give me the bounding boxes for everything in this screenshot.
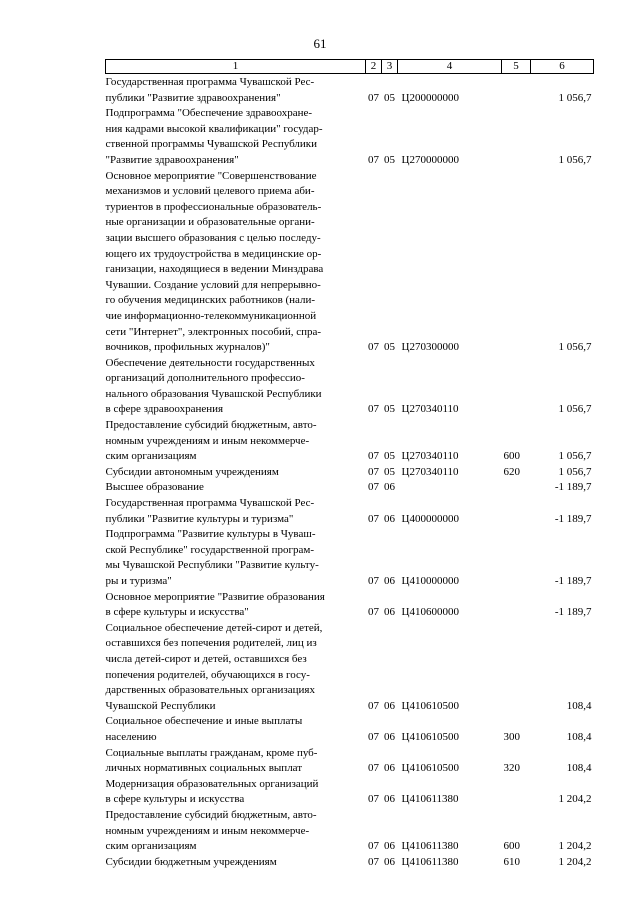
row-section: 07 <box>368 465 379 478</box>
row-expense-type <box>502 496 531 527</box>
row-section: 07 <box>368 762 379 775</box>
row-amount: 1 056,7 <box>558 465 592 478</box>
row-target-article: Ц270340110 <box>401 403 459 416</box>
row-expense-type: 620 <box>503 465 520 478</box>
row-expense-type <box>502 480 531 496</box>
row-name-line: чие информационно-телекоммуникационной <box>105 309 317 322</box>
row-target-article: Ц410611380 <box>401 840 459 853</box>
row-expense-type: 600 <box>503 840 520 853</box>
table-row <box>106 777 594 808</box>
row-amount: 1 204,2 <box>558 840 592 853</box>
row-expense-type <box>502 74 531 107</box>
row-name-line: населению <box>105 730 157 743</box>
row-name-line: Чувашии. Создание условий для непрерывно- <box>105 278 321 291</box>
row-target-article: Ц410600000 <box>401 606 459 619</box>
row-name-line: в сфере культуры и искусства" <box>105 606 249 619</box>
row-name-line: числа детей-сирот и детей, оставшихся без <box>105 652 307 665</box>
row-expense-type: 300 <box>503 730 520 743</box>
row-name-line: "Развитие здравоохранения" <box>105 153 239 166</box>
table-row <box>106 356 594 418</box>
row-name-line: ской Республике" государственной програм- <box>105 543 315 556</box>
table-row <box>106 74 594 107</box>
row-name-line: Подпрограмма "Обеспечение здравоохране- <box>105 107 313 120</box>
row-name-line: сети "Интернет", электронных пособий, спра- <box>105 325 322 338</box>
row-name-line: в сфере здравоохранения <box>105 403 224 416</box>
table-row <box>106 855 594 871</box>
row-name-line: в сфере культуры и искусства <box>105 793 245 806</box>
row-name <box>106 418 366 465</box>
table-header <box>106 60 594 74</box>
row-section: 07 <box>368 341 379 354</box>
row-amount: 1 056,7 <box>558 91 592 104</box>
header-col-3: 3 <box>382 60 398 74</box>
table-row <box>106 496 594 527</box>
row-amount: -1 189,7 <box>554 481 592 494</box>
row-name <box>106 777 366 808</box>
row-name <box>106 714 366 745</box>
row-name <box>106 590 366 621</box>
row-name <box>106 527 366 589</box>
row-name <box>106 621 366 715</box>
row-subsection: 05 <box>384 153 395 166</box>
row-target-article: Ц410611380 <box>401 855 459 868</box>
row-name-line: ственной программы Чувашской Республики <box>105 138 317 151</box>
row-amount: 1 056,7 <box>558 403 592 416</box>
header-col-2: 2 <box>366 60 382 74</box>
row-subsection: 05 <box>384 403 395 416</box>
row-name-line: Субсидии бюджетным учреждениям <box>105 855 277 868</box>
row-target-article: Ц400000000 <box>401 512 459 525</box>
row-amount: 1 056,7 <box>558 341 592 354</box>
row-name <box>106 106 366 168</box>
row-amount: -1 189,7 <box>554 575 592 587</box>
table-row <box>106 714 594 745</box>
header-col-5: 5 <box>502 60 531 74</box>
row-name-line: Субсидии автономным учреждениям <box>105 465 279 478</box>
row-name-line: Модернизация образовательных организаций <box>105 777 319 790</box>
row-name-line: Основное мероприятие "Развитие образования <box>105 590 325 603</box>
row-section: 07 <box>368 450 379 463</box>
row-subsection: 06 <box>384 512 395 525</box>
row-expense-type <box>502 106 531 168</box>
row-section: 07 <box>368 481 379 494</box>
row-name-line: мы Чувашской Республики "Развитие культу- <box>105 559 319 572</box>
row-section: 07 <box>368 840 379 853</box>
row-name-line: Предоставление субсидий бюджетным, авто- <box>105 419 317 432</box>
row-target-article: Ц270340110 <box>401 465 459 478</box>
row-section: 07 <box>368 855 379 868</box>
row-name-line: организаций дополнительного профессио- <box>105 372 305 385</box>
row-name-line: оставшихся без попечения родителей, лиц из <box>105 637 317 650</box>
row-name-line: ганизации, находящиеся в ведении Минздрава <box>105 263 324 276</box>
table-row <box>106 808 594 855</box>
row-name-line: ры и туризма" <box>105 575 172 587</box>
row-name-line: Высшее образование <box>105 481 204 494</box>
row-expense-type <box>502 527 531 589</box>
row-name <box>106 356 366 418</box>
page-number: 61 <box>313 36 327 51</box>
row-expense-type <box>502 169 531 356</box>
row-name-line: механизмов и условий целевого приема аби- <box>105 185 315 198</box>
row-name-line: дарственных образовательных организациях <box>105 684 315 697</box>
row-amount: 1 056,7 <box>558 450 592 463</box>
row-section: 07 <box>368 793 379 806</box>
row-expense-type <box>502 777 531 808</box>
row-name-line: публики "Развитие культуры и туризма" <box>105 512 294 525</box>
row-expense-type <box>502 590 531 621</box>
row-name-line: Обеспечение деятельности государственных <box>105 356 315 369</box>
table-row <box>106 621 594 715</box>
row-name-line: нального образования Чувашской Республики <box>105 387 322 400</box>
row-name <box>106 808 366 855</box>
row-name-line: зации высшего образования с целью последу- <box>105 231 321 244</box>
row-expense-type: 320 <box>503 762 520 775</box>
row-subsection: 05 <box>384 91 395 104</box>
table-row <box>106 106 594 168</box>
row-name <box>106 74 366 107</box>
row-name-line: Подпрограмма "Развитие культуры в Чуваш- <box>105 528 316 541</box>
row-name-line: номным учреждениям и иным некоммерче- <box>105 824 310 837</box>
table-row <box>106 527 594 589</box>
row-target-article: Ц410610500 <box>401 762 459 775</box>
row-subsection: 06 <box>384 855 395 868</box>
row-subsection: 06 <box>384 762 395 775</box>
table-row <box>106 465 594 481</box>
row-name-line: ные организации и образовательные органи- <box>105 216 315 229</box>
row-name-line: публики "Развитие здравоохранения" <box>105 91 281 104</box>
row-expense-type <box>502 621 531 715</box>
row-section: 07 <box>368 512 379 525</box>
row-target-article: Ц270300000 <box>401 341 459 354</box>
row-name-line: ским организациям <box>105 450 197 463</box>
table-row <box>106 418 594 465</box>
row-name-line: го обучения медицинских работников (нали- <box>105 294 316 307</box>
table-row <box>106 746 594 777</box>
row-name <box>106 496 366 527</box>
row-target-article <box>398 480 502 496</box>
row-name-line: ским организациям <box>105 840 197 853</box>
row-name-line: Государственная программа Чувашской Рес- <box>105 76 315 88</box>
row-amount: 108,4 <box>566 730 592 743</box>
row-amount: 108,4 <box>566 762 592 775</box>
header-col-6: 6 <box>531 60 594 74</box>
row-name <box>106 169 366 356</box>
row-target-article: Ц270340110 <box>401 450 459 463</box>
row-name-line: Социальное обеспечение и иные выплаты <box>105 715 303 728</box>
row-expense-type <box>502 356 531 418</box>
row-subsection: 05 <box>384 465 395 478</box>
row-subsection: 06 <box>384 481 395 494</box>
row-name-line: вочников, профильных журналов)" <box>105 341 270 354</box>
row-name-line: туриентов в профессиональные образователь- <box>105 200 322 213</box>
budget-table <box>105 59 594 870</box>
row-section: 07 <box>368 403 379 416</box>
row-subsection: 06 <box>384 793 395 806</box>
row-name-line: Социальное обеспечение детей-сирот и детей, <box>105 621 323 634</box>
row-name-line: Социальные выплаты гражданам, кроме пуб- <box>105 746 318 759</box>
row-expense-type: 610 <box>503 855 520 868</box>
row-name-line: личных нормативных социальных выплат <box>105 762 303 775</box>
row-name <box>106 465 366 481</box>
row-amount: 108,4 <box>566 699 592 712</box>
row-subsection: 06 <box>384 840 395 853</box>
row-target-article: Ц410000000 <box>401 575 459 587</box>
row-section: 07 <box>368 699 379 712</box>
row-target-article: Ц410611380 <box>401 793 459 806</box>
row-expense-type: 600 <box>503 450 520 463</box>
table-row <box>106 590 594 621</box>
table-row <box>106 169 594 356</box>
row-name-line: попечения родителей, обучающихся в госу- <box>105 668 310 681</box>
row-subsection: 06 <box>384 606 395 619</box>
row-target-article: Ц270000000 <box>401 153 459 166</box>
header-col-4: 4 <box>398 60 502 74</box>
row-amount: 1 204,2 <box>558 793 592 806</box>
row-section: 07 <box>368 606 379 619</box>
row-target-article: Ц410610500 <box>401 699 459 712</box>
row-name-line: ющего их трудоустройства в медицинские ор- <box>105 247 322 260</box>
row-amount: 1 204,2 <box>558 855 592 868</box>
row-target-article: Ц410610500 <box>401 730 459 743</box>
row-section: 07 <box>368 575 379 587</box>
row-target-article: Ц200000000 <box>401 91 459 104</box>
row-name-line: номным учреждениям и иным некоммерче- <box>105 434 310 447</box>
row-name <box>106 855 366 871</box>
row-name-line: ния кадрами высокой квалификации" государ- <box>105 122 323 135</box>
row-name <box>106 746 366 777</box>
row-amount: -1 189,7 <box>554 606 592 619</box>
row-subsection: 05 <box>384 450 395 463</box>
row-name-line: Основное мероприятие "Совершенствование <box>105 169 317 182</box>
row-amount: 1 056,7 <box>558 153 592 166</box>
row-name-line: Государственная программа Чувашской Рес- <box>105 497 315 510</box>
row-subsection: 06 <box>384 730 395 743</box>
row-section: 07 <box>368 730 379 743</box>
table-row <box>106 480 594 496</box>
row-amount: -1 189,7 <box>554 512 592 525</box>
row-subsection: 05 <box>384 341 395 354</box>
row-name-line: Чувашской Республики <box>105 699 216 712</box>
row-name <box>106 480 366 496</box>
row-section: 07 <box>368 91 379 104</box>
header-row <box>106 60 594 74</box>
table-body <box>106 74 594 871</box>
row-subsection: 06 <box>384 699 395 712</box>
row-subsection: 06 <box>384 575 395 587</box>
row-name-line: Предоставление субсидий бюджетным, авто- <box>105 808 317 821</box>
header-col-1: 1 <box>106 60 366 74</box>
row-section: 07 <box>368 153 379 166</box>
